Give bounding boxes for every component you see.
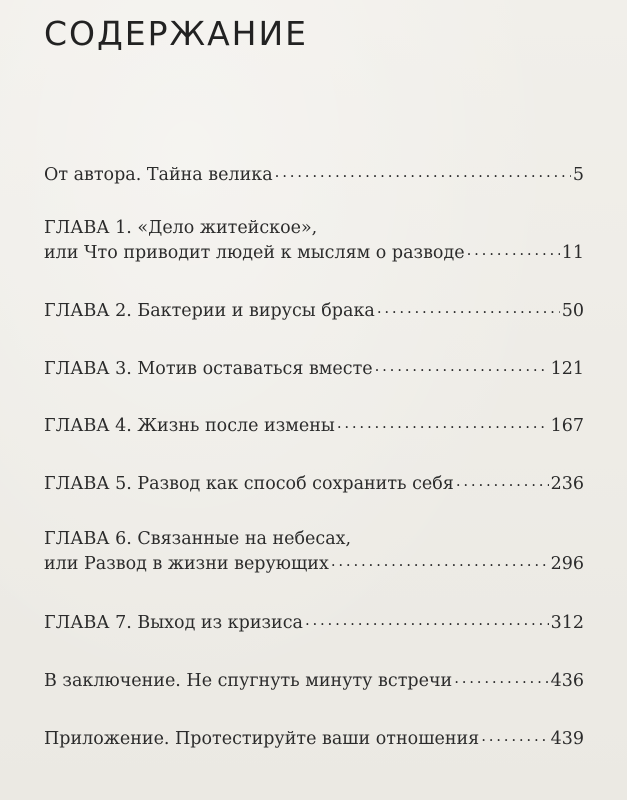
toc-entry-title-line-2: или Что приводит людей к мыслям о разводе [44,242,465,263]
toc-entry-title: ГЛАВА 7. Выход из кризиса [44,612,303,633]
dot-leader [305,610,549,628]
toc-entry-title-line-1: ГЛАВА 1. «Дело житейское», [44,218,318,238]
toc-entry-chapter-4 [44,413,584,438]
toc-entry-chapter-5 [44,471,584,496]
toc-entry-appendix [44,726,584,751]
toc-page-number: 50 [561,300,584,321]
toc-entry-chapter-3 [44,356,584,381]
toc-entry-title: Приложение. Протестируйте ваши отношения [44,728,480,749]
toc-entry-foreword [44,162,584,187]
page-title: СОДЕРЖАНИЕ [44,14,309,53]
dot-leader [481,726,548,744]
toc-page-number: 312 [550,612,584,633]
toc-entry-chapter-2 [44,298,584,323]
dot-leader [454,668,548,686]
toc-page-number: 11 [561,242,584,263]
toc-entry-title: ГЛАВА 4. Жизнь после измены [44,415,335,436]
toc-entry-title: ГЛАВА 5. Развод как способ сохранить себя [44,473,454,494]
dot-leader [467,240,560,258]
toc-page-number: 236 [550,473,584,494]
toc-entry-chapter-1 [44,216,584,265]
dot-leader [375,356,549,374]
toc-entry-chapter-6 [44,527,584,576]
dot-leader [275,162,571,180]
toc-page-number: 121 [550,358,584,379]
toc-entry-title-line-1: ГЛАВА 6. Связанные на небесах, [44,529,352,549]
dot-leader [377,298,560,316]
toc-entry-chapter-7 [44,610,584,635]
dot-leader [337,413,549,431]
toc-entry-title-line-2: или Развод в жизни верующих [44,553,329,574]
toc-entry-title: В заключение. Не спугнуть минуту встречи [44,670,453,691]
toc-entry-conclusion [44,668,584,693]
dot-leader [456,471,549,489]
toc-entry-title: ГЛАВА 2. Бактерии и вирусы брака [44,300,375,321]
toc-page-number: 436 [550,670,584,691]
toc-page-number: 167 [550,415,584,436]
toc-page-number: 439 [550,728,584,749]
toc-entry-title: От автора. Тайна велика [44,164,273,185]
toc-entry-title: ГЛАВА 3. Мотив оставаться вместе [44,358,373,379]
toc-page-number: 5 [572,164,584,185]
dot-leader [331,551,549,569]
toc-page-number: 296 [550,553,584,574]
